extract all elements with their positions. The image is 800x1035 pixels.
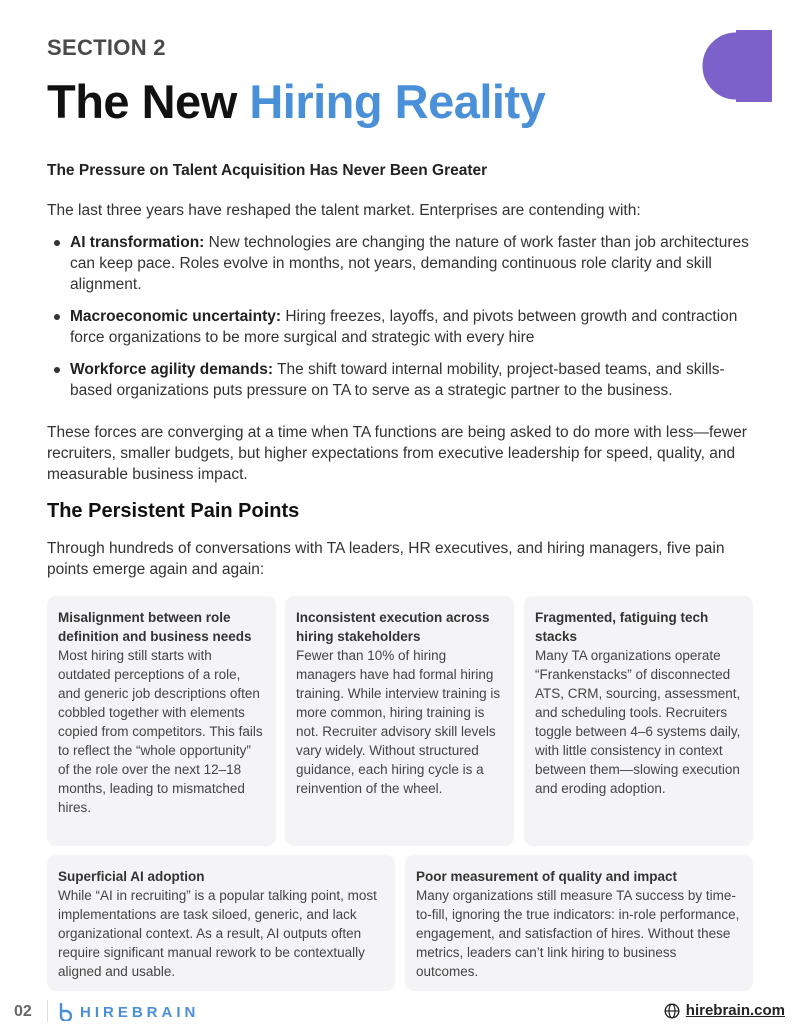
bullet-term: Workforce agility demands: xyxy=(70,361,273,378)
footer-divider xyxy=(47,1000,48,1022)
website-url[interactable]: hirebrain.com xyxy=(685,1002,785,1019)
card-body: Many organizations still measure TA success by time-to-fill, ignoring the true indicators: in-role performance, engagement, and satisfaction of hires. Without these metrics, leaders can’t link hiring to business outcomes. xyxy=(416,888,740,979)
pain-point-card xyxy=(405,855,753,991)
title-part-2: Hiring Reality xyxy=(249,75,546,128)
pain-point-card xyxy=(47,855,395,991)
bullet-text: The shift toward internal mobility, project-based teams, and skills-based organizations puts pressure on TA to serve as a strategic partner to the business. xyxy=(70,361,725,399)
globe-icon xyxy=(664,1003,680,1019)
bullet-term: AI transformation: xyxy=(70,234,205,251)
pain-points-lead: Through hundreds of conversations with TA leaders, HR executives, and hiring managers, five pain points emerge again and again: xyxy=(47,540,725,578)
bullet-term: Macroeconomic uncertainty: xyxy=(70,308,282,325)
closing-paragraph: These forces are converging at a time when TA functions are being asked to do more with less—fewer recruiters, smaller budgets, but higher expectations from executive leadership for speed, quality, and measurable business impact. xyxy=(47,424,747,483)
title-part-1: The New xyxy=(47,75,250,128)
section-label: SECTION 2 xyxy=(47,35,166,60)
bullet-item xyxy=(47,359,757,401)
pain-point-card xyxy=(47,596,276,846)
page-number: 02 xyxy=(14,1003,32,1020)
card-body: Most hiring still starts with outdated perceptions of a role, and generic job descriptions often cobbled together with elements copied from competitors. This fails to reflect the “whole opportunity” of the role over the next 12–18 months, leading to mismatched hires. xyxy=(58,648,263,815)
bullet-text: Hiring freezes, layoffs, and pivots between growth and contraction force organizations to be more surgical and strategic with every hire xyxy=(70,308,738,346)
bullet-item xyxy=(47,232,757,295)
brand-logo xyxy=(58,1002,199,1022)
bullet-text: New technologies are changing the nature of work faster than job architectures can keep pace. Roles evolve in months, not years, demanding continuous role clarity and skill alignment. xyxy=(70,234,749,293)
quote-mark-icon xyxy=(700,30,772,102)
pain-point-card xyxy=(285,596,514,846)
hirebrain-logo-icon xyxy=(58,1003,72,1021)
bullet-item xyxy=(47,306,757,348)
bullet-list xyxy=(47,232,757,412)
card-body: While “AI in recruiting” is a popular talking point, most implementations are task siloed, generic, and lack organizational context. As a result, AI outputs often require significant manual rework to be contextually aligned and usable. xyxy=(58,888,377,979)
card-title: Misalignment between role definition and business needs xyxy=(58,610,252,644)
pain-point-card xyxy=(524,596,753,846)
page-title xyxy=(47,74,545,129)
card-body: Many TA organizations operate “Frankenstacks” of disconnected ATS, CRM, sourcing, assessment, and scheduling tools. Recruiters toggle between 4–6 systems daily, with little consistency in context between them—slowing execution and eroding adoption. xyxy=(535,648,741,796)
website-link[interactable] xyxy=(664,1002,785,1019)
intro-paragraph: The last three years have reshaped the talent market. Enterprises are contending with: xyxy=(47,202,641,219)
pain-points-heading: The Persistent Pain Points xyxy=(47,500,300,522)
subhead: The Pressure on Talent Acquisition Has Never Been Greater xyxy=(47,162,488,179)
card-title: Inconsistent execution across hiring stakeholders xyxy=(296,610,490,644)
brand-name: HIREBRAIN xyxy=(80,1003,200,1021)
card-title: Superficial AI adoption xyxy=(58,869,205,884)
card-body: Fewer than 10% of hiring managers have had formal hiring training. While interview training is more common, hiring training is not. Recruiter advisory skill levels vary widely. Without structured guidance, each hiring cycle is a reinvention of the wheel. xyxy=(296,648,501,796)
card-title: Fragmented, fatiguing tech stacks xyxy=(535,610,709,644)
card-title: Poor measurement of quality and impact xyxy=(416,869,678,884)
